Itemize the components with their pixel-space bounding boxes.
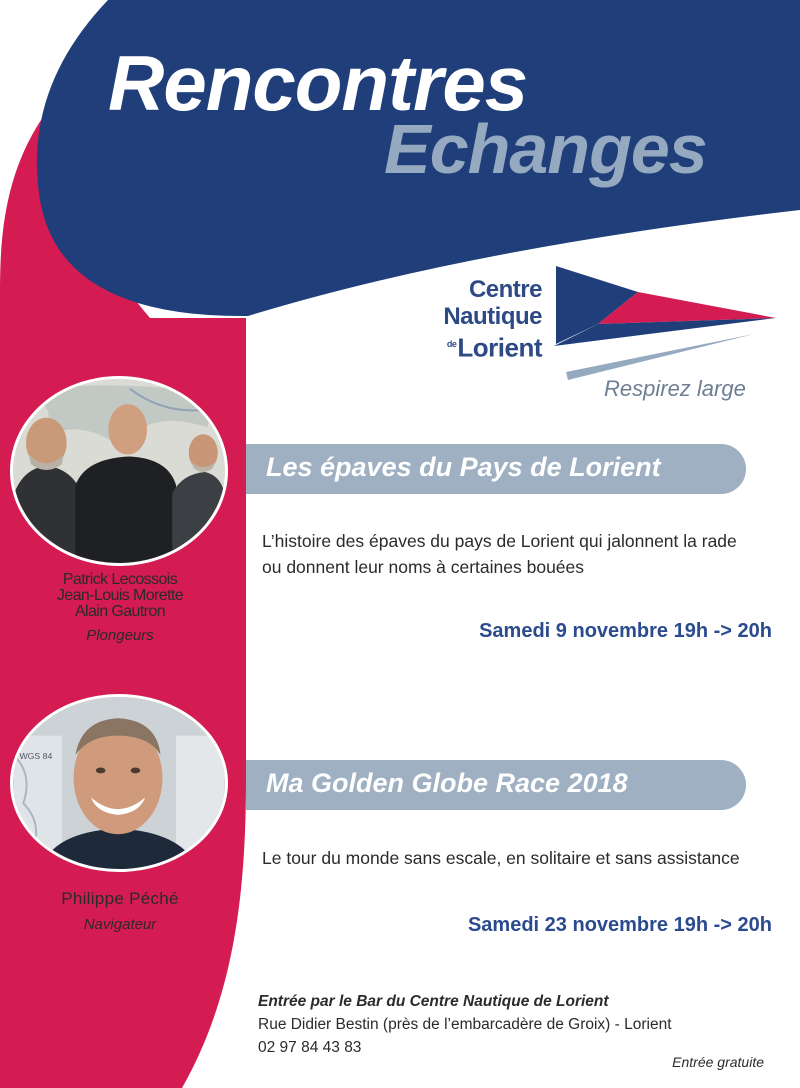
footer-entry: Entrée par le Bar du Centre Nautique de Lorient: [258, 993, 609, 1010]
event1-banner: [246, 444, 746, 494]
event2-banner: [246, 760, 746, 810]
map-label: WGS 84: [19, 750, 53, 761]
event1-date: Samedi 9 novembre 19h -> 20h: [479, 620, 772, 642]
speaker-name-3: Alain Gautron: [74, 603, 166, 620]
logo-wordmark: [438, 276, 542, 362]
divers-photo-illustration: [13, 379, 225, 563]
logo-lorient: Lorient: [457, 332, 542, 363]
logo-tagline: Respirez large: [604, 376, 746, 401]
speakers-names: [0, 572, 240, 620]
event1-description: L’histoire des épaves du pays de Lorient qui jalonnent la rade ou donnent leur noms à certaines bouées: [262, 531, 737, 577]
footer-phone: 02 97 84 43 83: [258, 1039, 362, 1056]
flag-logo-icon: [554, 264, 784, 384]
photo-plongeurs: [10, 376, 228, 566]
logo-de: de: [446, 339, 457, 349]
photo-navigateur: [10, 694, 228, 872]
footer-free-entry: Entrée gratuite: [672, 1054, 764, 1070]
event2-description: Le tour du monde sans escale, en solitaire et sans assistance: [262, 848, 740, 868]
speaker-name-1: Patrick Lecossois: [62, 571, 178, 588]
speaker-name-2: Jean-Louis Morette: [56, 587, 184, 604]
logo-line-nautique: Nautique: [443, 303, 542, 330]
event2-title: Ma Golden Globe Race 2018: [266, 768, 628, 798]
logo-line-centre: Centre: [468, 276, 542, 303]
footer-address: Rue Didier Bestin (près de l’embarcadère de Groix) - Lorient: [258, 1016, 672, 1033]
title-echanges: Echanges: [384, 110, 707, 188]
footer-info: [258, 990, 672, 1059]
title-rencontres: Rencontres: [108, 39, 528, 127]
event1-title: Les épaves du Pays de Lorient: [266, 452, 661, 482]
speaker-name-navigateur: Philippe Péché: [61, 889, 179, 908]
speaker-role-navigateur: Navigateur: [83, 916, 157, 933]
logo-line-lorient: [438, 330, 542, 362]
navigator-photo-illustration: [13, 697, 225, 869]
event2-date: Samedi 23 novembre 19h -> 20h: [467, 914, 772, 936]
speakers-role: Plongeurs: [86, 627, 154, 644]
